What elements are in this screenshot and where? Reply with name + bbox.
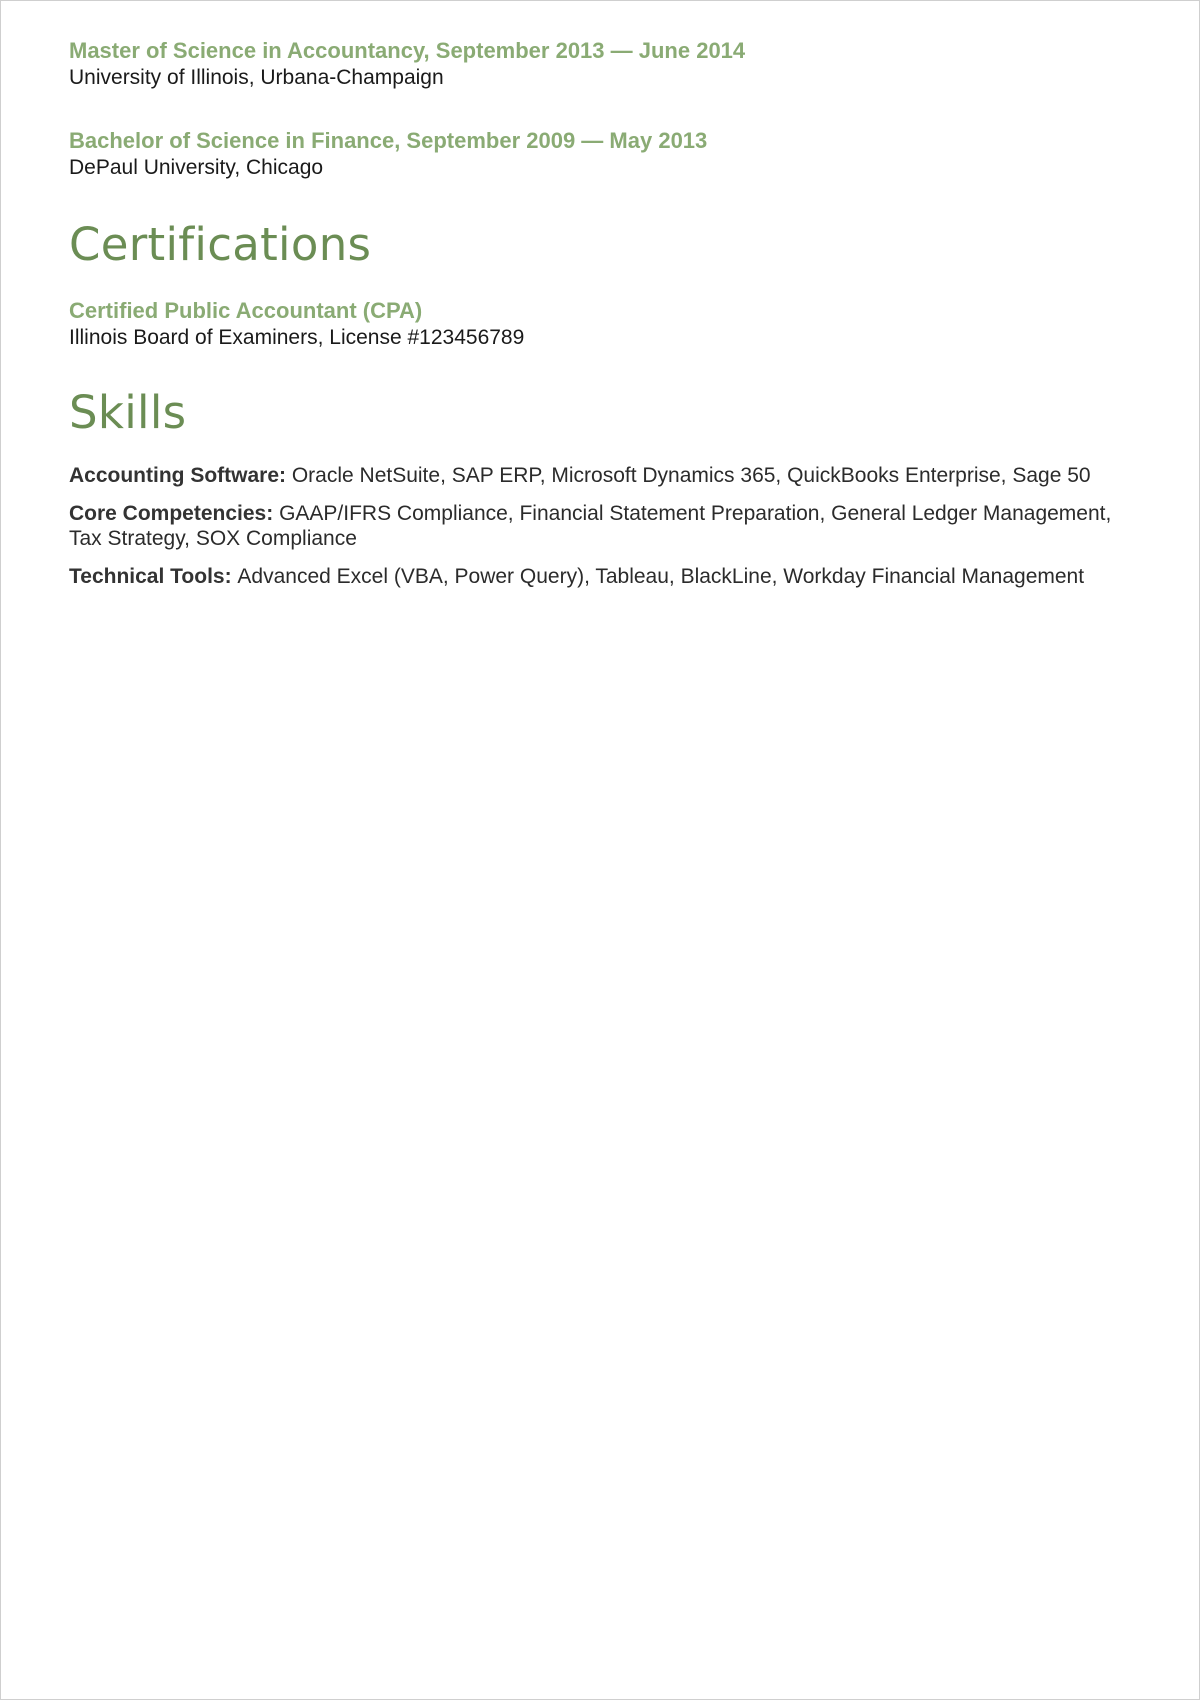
skill-label: Core Competencies: — [69, 502, 280, 525]
skill-line — [69, 463, 1139, 488]
degree-title: Bachelor of Science in Finance, September 2009 — May 2013 — [69, 128, 708, 153]
skill-label: Technical Tools: — [69, 565, 238, 588]
certification-title: Certified Public Accountant (CPA) — [69, 298, 423, 323]
institution-name: University of Illinois, Urbana-Champaign — [69, 66, 444, 89]
education-entry — [69, 127, 1139, 181]
degree-title: Master of Science in Accountancy, September 2013 — June 2014 — [69, 38, 746, 63]
certification-detail: Illinois Board of Examiners, License #123456789 — [69, 326, 525, 349]
skill-value: Oracle NetSuite, SAP ERP, Microsoft Dynamics 365, QuickBooks Enterprise, Sage 50 — [291, 464, 1091, 487]
resume-content — [69, 37, 1139, 589]
skill-value: Advanced Excel (VBA, Power Query), Tableau, BlackLine, Workday Financial Management — [237, 565, 1085, 588]
skill-value: GAAP/IFRS Compliance, Financial Statement Preparation, General Ledger Management, Tax Strategy, SOX Compliance — [69, 502, 1112, 550]
certification-entry — [69, 297, 1139, 351]
institution-name: DePaul University, Chicago — [69, 156, 324, 179]
education-entry — [69, 37, 1139, 91]
skill-label: Accounting Software: — [69, 464, 292, 487]
skill-line — [69, 564, 1139, 589]
skills-heading: Skills — [69, 386, 187, 439]
certifications-heading: Certifications — [69, 218, 372, 271]
skill-line — [69, 501, 1139, 551]
